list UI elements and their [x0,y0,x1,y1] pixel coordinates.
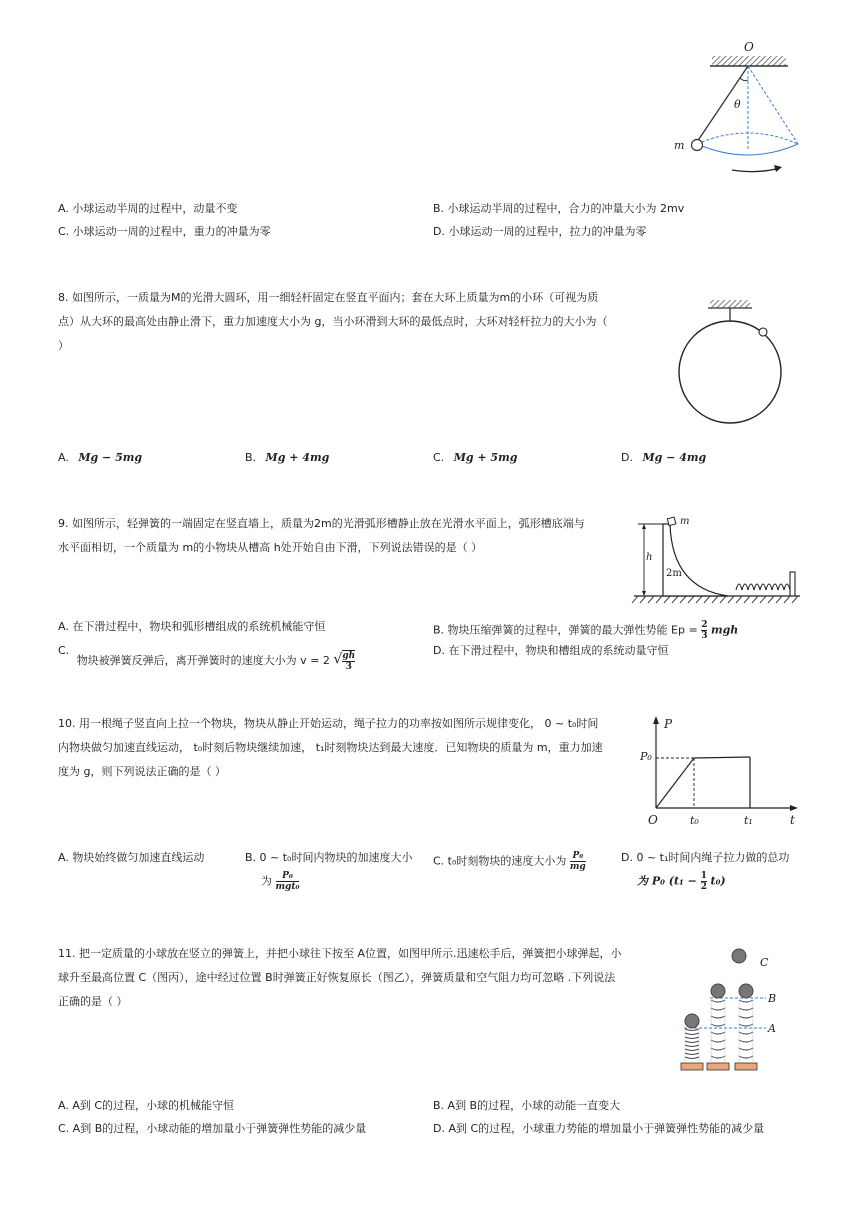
wall [790,572,795,596]
spring-b [711,1000,725,1058]
q10-option-d-frac [701,871,707,892]
q10-stem-line-1: 10. 用一根绳子竖直向上拉一个物块，物块从静止开始运动，绳子拉力的功率按如图所示规律变化， 0 ~ t₀时间 [58,717,599,730]
height-label: h [646,552,653,563]
q10-stem-line-3: 度为 g，则下列说法正确的是（ ） [58,765,226,778]
q9-option-a[interactable]: A. 在下滑过程中，物块和弧形槽组成的系统机械能守恒 [58,620,326,633]
p0-label: P₀ [640,750,652,763]
pendulum-ball [692,140,703,151]
ball-b2 [739,984,753,998]
axis-p-label: P [664,717,673,731]
q9-option-b-frac-den: 3 [701,631,708,641]
q9-option-b[interactable] [433,620,738,641]
q10-option-d-frac-den: 2 [700,882,707,892]
q10-option-c-text: C. t₀时刻物块的速度大小为 [433,854,567,868]
q10-option-b-wei: 为 [261,874,272,888]
q9-option-c-frac-den: 3 [345,662,352,672]
q10-stem-line-2: 内物块做匀加速直线运动， t₀时刻后物块继续加速， t₁时刻物块达到最大速度．已知物块的质量为 m，重力加速 [58,741,603,754]
q8-option-a[interactable] [58,451,142,465]
q9-option-c-frac-num: gh [342,651,356,661]
q8-option-a-expr: Mg − 5mg [78,451,143,464]
q10-option-c-frac [570,851,586,872]
q8-option-d[interactable] [621,451,706,465]
origin-label: O [648,813,658,827]
q10-option-d[interactable] [621,851,789,892]
q7-option-c[interactable]: C. 小球运动一周的过程中，重力的冲量为零 [58,225,271,238]
q10-option-b-frac [276,871,300,892]
big-hoop [679,321,781,423]
q9-option-c-text: 物块被弹簧反弹后，离开弹簧时的速度大小为 v = 2 [76,654,330,667]
t1-label: t₁ [744,814,753,827]
ball-spring-figure [670,940,790,1075]
q8-option-c-expr: Mg + 5mg [453,451,518,464]
conical-pendulum-figure [670,38,800,178]
q8-stem-line-2: 点）从大环的最高处由静止滑下，重力加速度大小为 g，当小环滑到大环的最低点时，大环对轻杆拉力的大小为（ [58,315,608,328]
q10-option-b-frac-num: P₀ [276,871,300,882]
base-a [681,1063,703,1070]
q9-option-b-frac [701,620,707,641]
q7-option-a[interactable]: A. 小球运动半周的过程中，动量不变 [58,202,238,215]
q11-stem-line-1: 11. 把一定质量的小球放在竖立的弹簧上，并把小球往下按至 A位置，如图甲所示.迅速松手后，弹簧把小球弹起，小 [58,947,622,960]
q11-option-c[interactable]: C. A到 B的过程，小球动能的增加量小于弹簧弹性势能的减少量 [58,1122,367,1135]
q7-option-d[interactable]: D. 小球运动一周的过程中，拉力的冲量为零 [433,225,647,238]
t0-label: t₀ [690,814,699,827]
q8-option-d-expr: Mg − 4mg [642,451,707,464]
ball-b [711,984,725,998]
small-ring [759,328,767,336]
q10-option-d-line-2 [637,871,789,892]
axis-t-label: t [790,813,795,827]
q10-option-d-line-1: D. 0 ~ t₁时间内绳子拉力做的总功 [621,851,790,864]
q8-option-a-label: A. [58,451,69,464]
q8-option-c-label: C. [433,451,445,464]
power-time-graph [636,712,806,830]
q11-option-a[interactable]: A. A到 C的过程，小球的机械能守恒 [58,1099,235,1112]
q8-option-d-label: D. [621,451,633,464]
ball-a [685,1014,699,1028]
position-c-label: C [760,956,769,969]
q10-option-d-frac-num: 1 [700,871,707,881]
q9-option-b-frac-num: 2 [701,620,708,630]
q8-option-c[interactable] [433,451,517,465]
ceiling-hatch [712,56,786,66]
q10-option-c-frac-den: mg [569,862,586,872]
q8-option-b-expr: Mg + 4mg [265,451,330,464]
q10-option-d-expr: 为 P₀ (t₁ − [637,874,701,888]
q10-option-b-line-1: B. 0 ~ t₀时间内物块的加速度大小 [245,851,413,864]
q9-option-b-text: B. 物块压缩弹簧的过程中，弹簧的最大弹性势能 Ep = [433,623,702,637]
small-block [667,517,676,526]
hoop-ceiling-hatch [710,300,750,308]
block-mass-label: m [680,516,690,527]
q8-stem-line-3: ） [58,339,69,352]
ball-c [732,949,746,963]
base-c [735,1063,757,1070]
q10-option-b-line-2 [261,871,412,892]
q9-option-c-label: C. [58,644,70,657]
q9-stem-line-1: 9. 如图所示，轻弹簧的一端固定在竖直墙上，质量为2m的光滑弧形槽静止放在光滑水平面上，弧形槽底端与 [58,517,585,530]
q9-option-c[interactable] [58,644,356,672]
q10-option-c-frac-num: P₀ [570,851,586,862]
q8-stem-line-1: 8. 如图所示，一质量为M的光滑大圆环，用一细轻杆固定在竖直平面内；套在大环上质量为m的小环（可视为质 [58,291,599,304]
q9-stem-line-2: 水平面相切，一个质量为 m的小物块从槽高 h处开始自由下滑，下列说法错误的是（ ） [58,541,483,554]
q9-option-b-tail: mgh [710,623,739,637]
base-b [707,1063,729,1070]
q11-option-b[interactable]: B. A到 B的过程，小球的动能一直变大 [433,1099,621,1112]
q10-option-c[interactable] [433,851,586,872]
spring-a [685,1029,699,1059]
position-a-label: A [768,1022,776,1035]
q10-option-b-frac-den: mgt₀ [275,882,300,892]
q9-option-d[interactable]: D. 在下滑过程中，物块和槽组成的系统动量守恒 [433,644,669,657]
q8-option-b[interactable] [245,451,329,465]
q11-option-d[interactable]: D. A到 C的过程，小球重力势能的增加量小于弹簧弹性势能的减少量 [433,1122,765,1135]
groove-mass-label: 2m [666,568,682,579]
theta-label: θ [734,98,741,111]
q7-option-b[interactable]: B. 小球运动半周的过程中，合力的冲量大小为 2mv [433,202,685,215]
slope-spring-figure [630,512,805,607]
pivot-label: O [744,40,754,54]
hoop-figure [670,292,790,432]
spring-c [739,1000,753,1058]
mass-label: m [674,139,685,152]
spring [736,584,790,590]
q10-option-b[interactable] [245,851,412,892]
q10-option-a[interactable]: A. 物块始终做匀加速直线运动 [58,851,205,864]
curved-groove [663,524,728,596]
q11-stem-line-3: 正确的是（ ） [58,995,128,1008]
q9-option-c-sqrt: √ $\frac{gh}{3}$ [333,651,356,672]
q11-stem-line-2: 球升至最高位置 C（图丙），途中经过位置 B时弹簧正好恢复原长（图乙），弹簧质量和空气阻力均可忽略 .下列说法 [58,971,616,984]
q10-option-d-tail: t₀) [710,874,726,888]
position-b-label: B [768,992,777,1005]
q8-option-b-label: B. [245,451,257,464]
